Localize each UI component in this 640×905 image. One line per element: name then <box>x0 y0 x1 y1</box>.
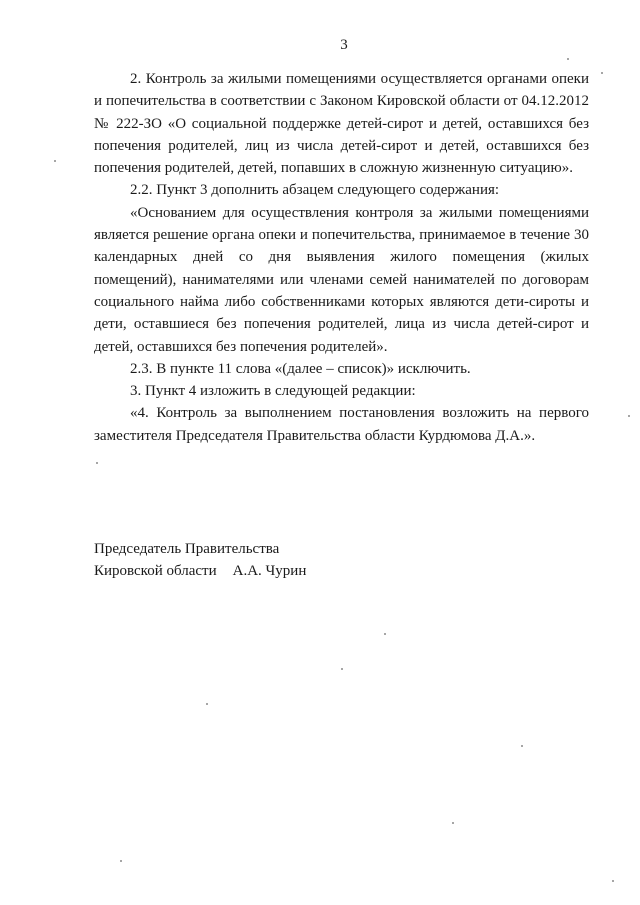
paragraph-item-4-quote: «4. Контроль за выполнением постановления возложить на первого заместителя Председателя Правительства области Курдюмова Д.А.». <box>94 405 589 444</box>
signature-block <box>94 538 306 582</box>
signatory-name: А.А. Чурин <box>232 563 307 579</box>
page-number: 3 <box>340 37 348 53</box>
paragraph-basis-quote: «Основанием для осуществления контроля за жилыми помещениями является решение органа опеки и попечительства, принимаемое в течение 30 календарных дней со дня выявления жилого помещения (жилых помещений), нанимателями или членами семей нанимателей по договорам социального найма либо собственниками которых являются дети-сироты и дети, оставшиеся без попечения родителей, лица из числа детей-сирот и детей, оставшихся без попечения родителей». <box>94 204 589 355</box>
scan-speck <box>612 880 614 882</box>
paragraph-item-2-2: 2.2. Пункт 3 дополнить абзацем следующего содержания: <box>130 182 500 199</box>
paragraph-item-3: 3. Пункт 4 изложить в следующей редакции: <box>130 383 416 400</box>
paragraph-item-2-3: 2.3. В пункте 11 слова «(далее – список)» исключить. <box>130 360 471 377</box>
scan-speck <box>384 633 386 635</box>
paragraph-control-clause: 2. Контроль за жилыми помещениями осуществляется органами опеки и попечительства в соответствии с Законом Кировской области от 04.12.2012 № 222-ЗО «О социальной поддержке детей-сирот и детей, оставшихся без попечения родителей, лиц из числа детей-сирот и детей, оставшихся без попечения родителей, детей, попавших в сложную жизненную ситуацию». <box>94 71 589 177</box>
signatory-region-line <box>94 560 306 582</box>
scan-speck <box>601 72 603 74</box>
scan-speck <box>567 58 569 60</box>
scan-speck <box>628 415 630 417</box>
scan-speck <box>452 822 454 824</box>
signatory-region: Кировской области <box>94 563 217 579</box>
scan-speck <box>341 668 343 670</box>
scan-speck <box>96 462 98 464</box>
document-body <box>94 68 589 447</box>
scan-speck <box>521 745 523 747</box>
scan-speck <box>120 860 122 862</box>
scan-speck <box>54 160 56 162</box>
scan-speck <box>206 703 208 705</box>
signatory-title: Председатель Правительства <box>94 541 280 557</box>
